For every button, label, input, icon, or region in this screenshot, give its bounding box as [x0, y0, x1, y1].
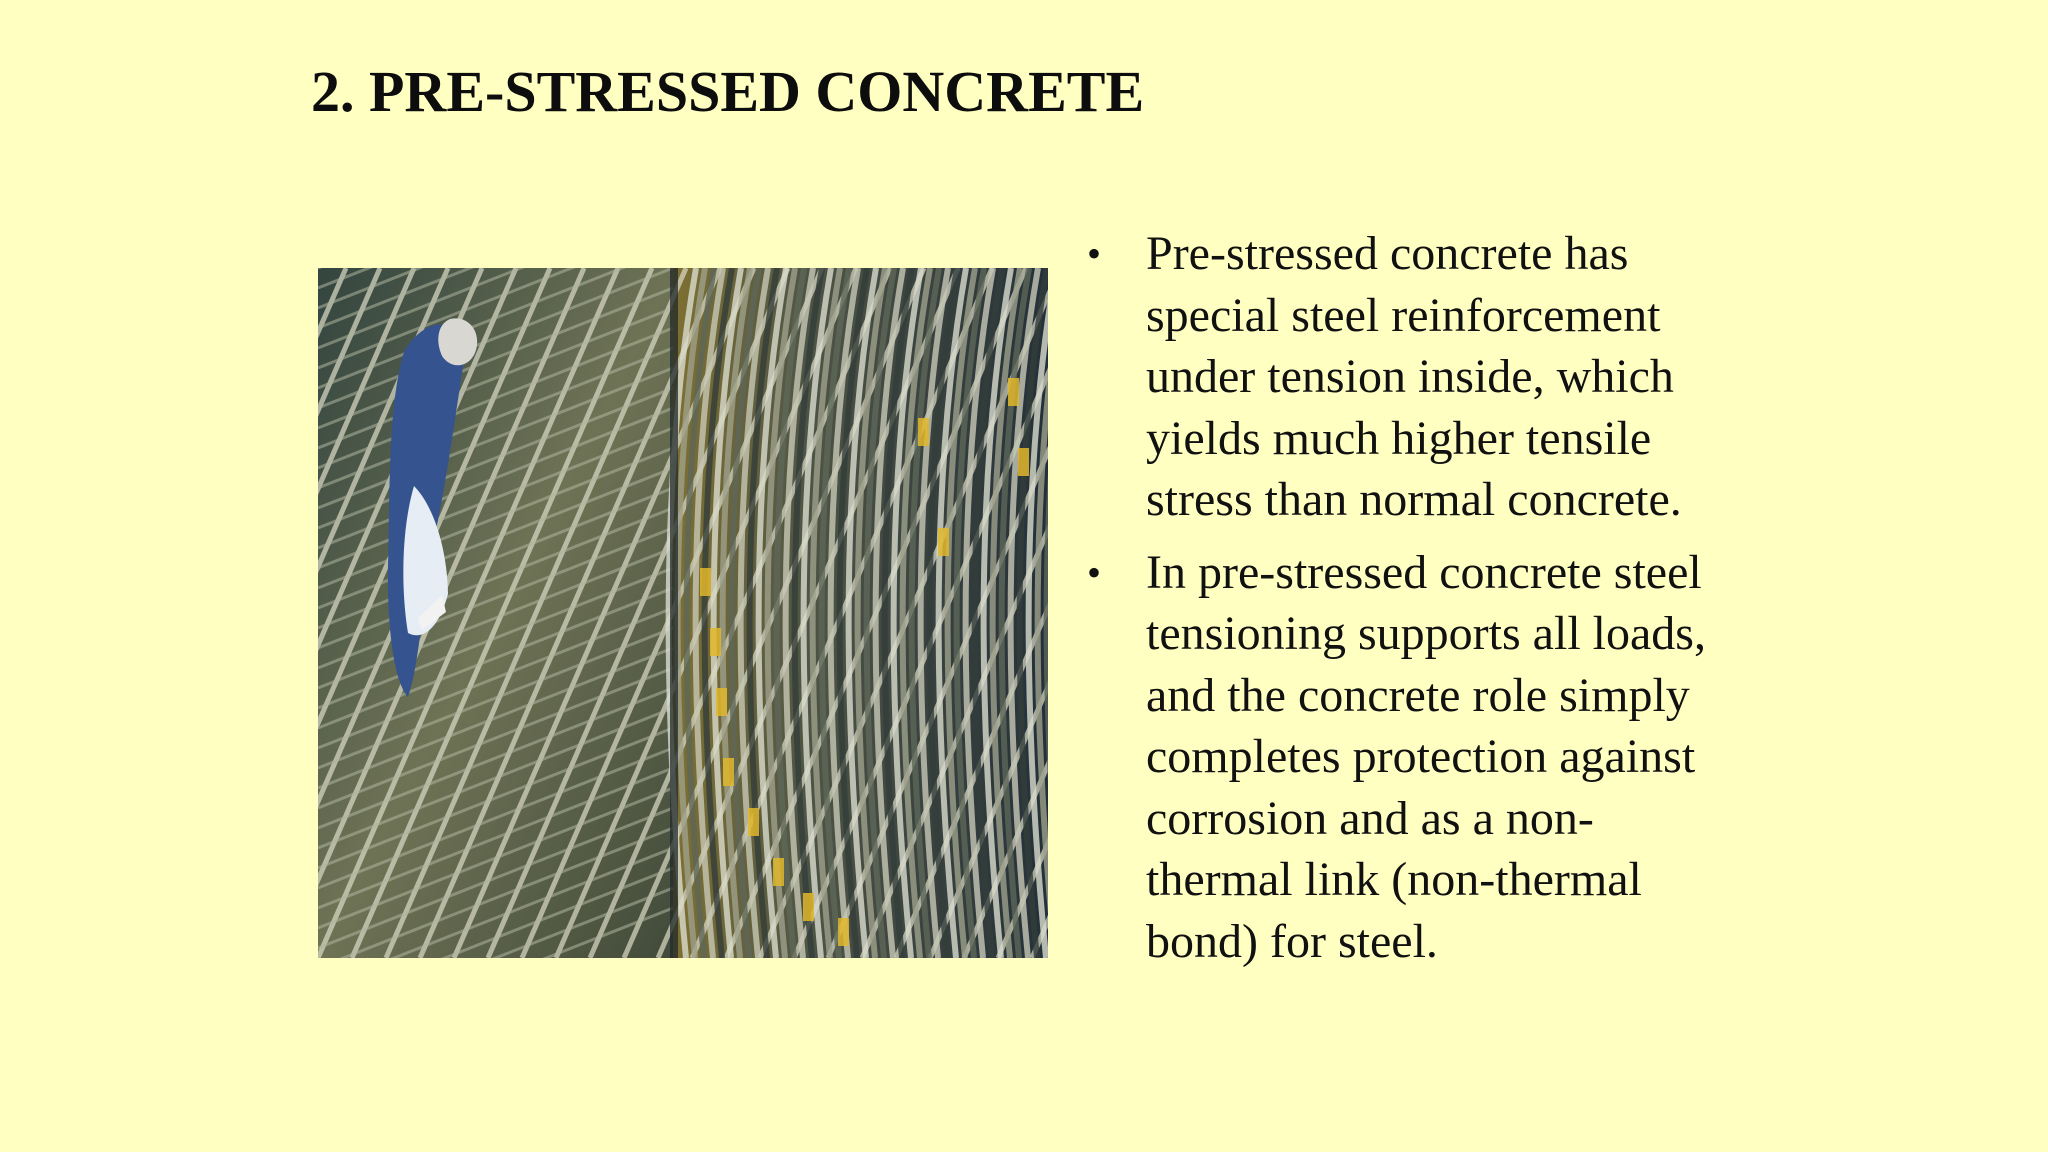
bullet-line: and the concrete role simply — [1146, 668, 1690, 722]
slide-title: 2. PRE-STRESSED CONCRETE — [311, 59, 1145, 124]
photo-illustration — [318, 268, 1048, 958]
yellow-tag — [838, 918, 849, 946]
bullet-marker: • — [1087, 549, 1102, 595]
bullet-line: bond) for steel. — [1146, 914, 1438, 968]
bullet-item-2 — [1083, 542, 1803, 973]
yellow-tag — [773, 858, 784, 886]
yellow-tag — [803, 893, 814, 921]
yellow-tag — [748, 808, 759, 836]
yellow-tag — [723, 758, 734, 786]
yellow-tag — [918, 418, 929, 446]
yellow-tag — [716, 688, 727, 716]
bullet-item-1 — [1083, 223, 1803, 531]
yellow-tag — [700, 568, 711, 596]
yellow-tag — [938, 528, 949, 556]
bullet-line: corrosion and as a non- — [1146, 791, 1594, 845]
bullet-line: tensioning supports all loads, — [1146, 607, 1706, 660]
bullet-marker: • — [1087, 231, 1102, 276]
bullet-line: yields much higher tensile — [1146, 411, 1652, 465]
yellow-tag — [710, 628, 721, 656]
bullet-list — [1083, 223, 1803, 983]
bullet-line: In pre-stressed concrete steel — [1146, 545, 1702, 599]
yellow-tag — [1008, 378, 1019, 406]
bullet-line: thermal link (non-thermal — [1146, 853, 1642, 906]
bullet-line: Pre-stressed concrete has — [1146, 227, 1629, 280]
bullet-line: under tension inside, which — [1146, 350, 1674, 403]
yellow-tag — [1018, 448, 1029, 476]
rebar-construction-photo — [318, 268, 1048, 958]
bullet-line: special steel reinforcement — [1146, 288, 1661, 342]
bullet-line: stress than normal concrete. — [1146, 473, 1682, 526]
bullet-line: completes protection against — [1146, 730, 1696, 783]
